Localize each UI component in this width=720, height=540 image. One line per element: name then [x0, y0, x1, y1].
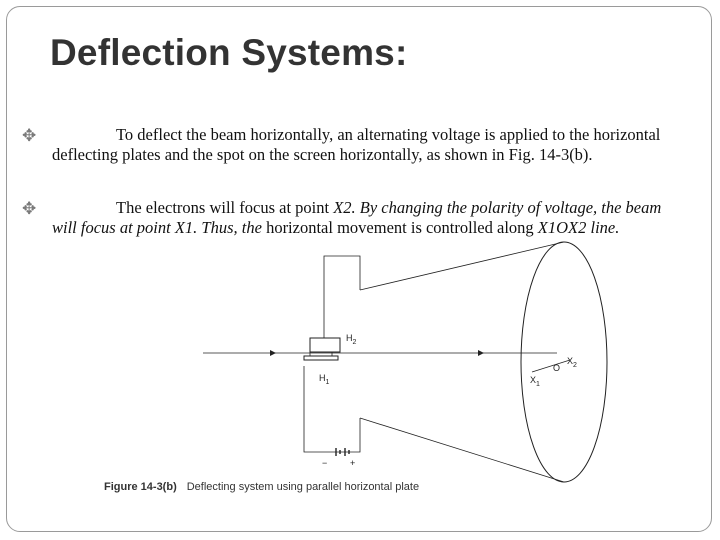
bullet-2-text-a: The electrons will focus at point	[116, 198, 334, 217]
envelope-bottom-line	[360, 418, 564, 482]
figure-number: Figure 14-3(b)	[104, 481, 177, 493]
label-h2: $H_2$	[346, 333, 357, 346]
label-x2: $X_2$	[567, 356, 577, 369]
label-x1: $X_1$	[530, 375, 540, 388]
label-o: O	[553, 363, 561, 373]
label-plus: +	[350, 458, 356, 468]
figure-caption	[104, 481, 419, 493]
bullet-1-text: To deflect the beam horizontally, an alternating voltage is applied to the horizontal deflecting plates and the spot on the screen horizontally, as shown in Fig. 14-3(b).	[52, 125, 661, 164]
bullet-2-text-d: X1OX2 line.	[537, 218, 620, 237]
slide-title: Deflection Systems:	[50, 32, 408, 73]
label-h1: $H_1$	[319, 373, 330, 386]
bullet-2-text-c: horizontal movement is controlled along	[266, 218, 538, 237]
deflection-line-x1ox2	[532, 360, 570, 372]
bullet-2-text-b: X2. By changing the polarity of voltage, the beam will focus at point X1. Thus, the	[52, 198, 662, 237]
beam-arrow-1	[270, 350, 276, 356]
upper-frame	[324, 256, 360, 338]
lower-frame	[304, 366, 360, 452]
label-minus: −	[322, 458, 328, 468]
beam-arrow-2	[478, 350, 484, 356]
envelope-top-line	[360, 242, 564, 290]
plate-h2	[310, 338, 340, 352]
bullet-marker-icon: ✥	[22, 199, 37, 218]
plate-h1	[304, 356, 338, 360]
figure-caption-text: Deflecting system using parallel horizontal plate	[186, 481, 420, 493]
bullet-marker-icon: ✥	[22, 126, 37, 145]
